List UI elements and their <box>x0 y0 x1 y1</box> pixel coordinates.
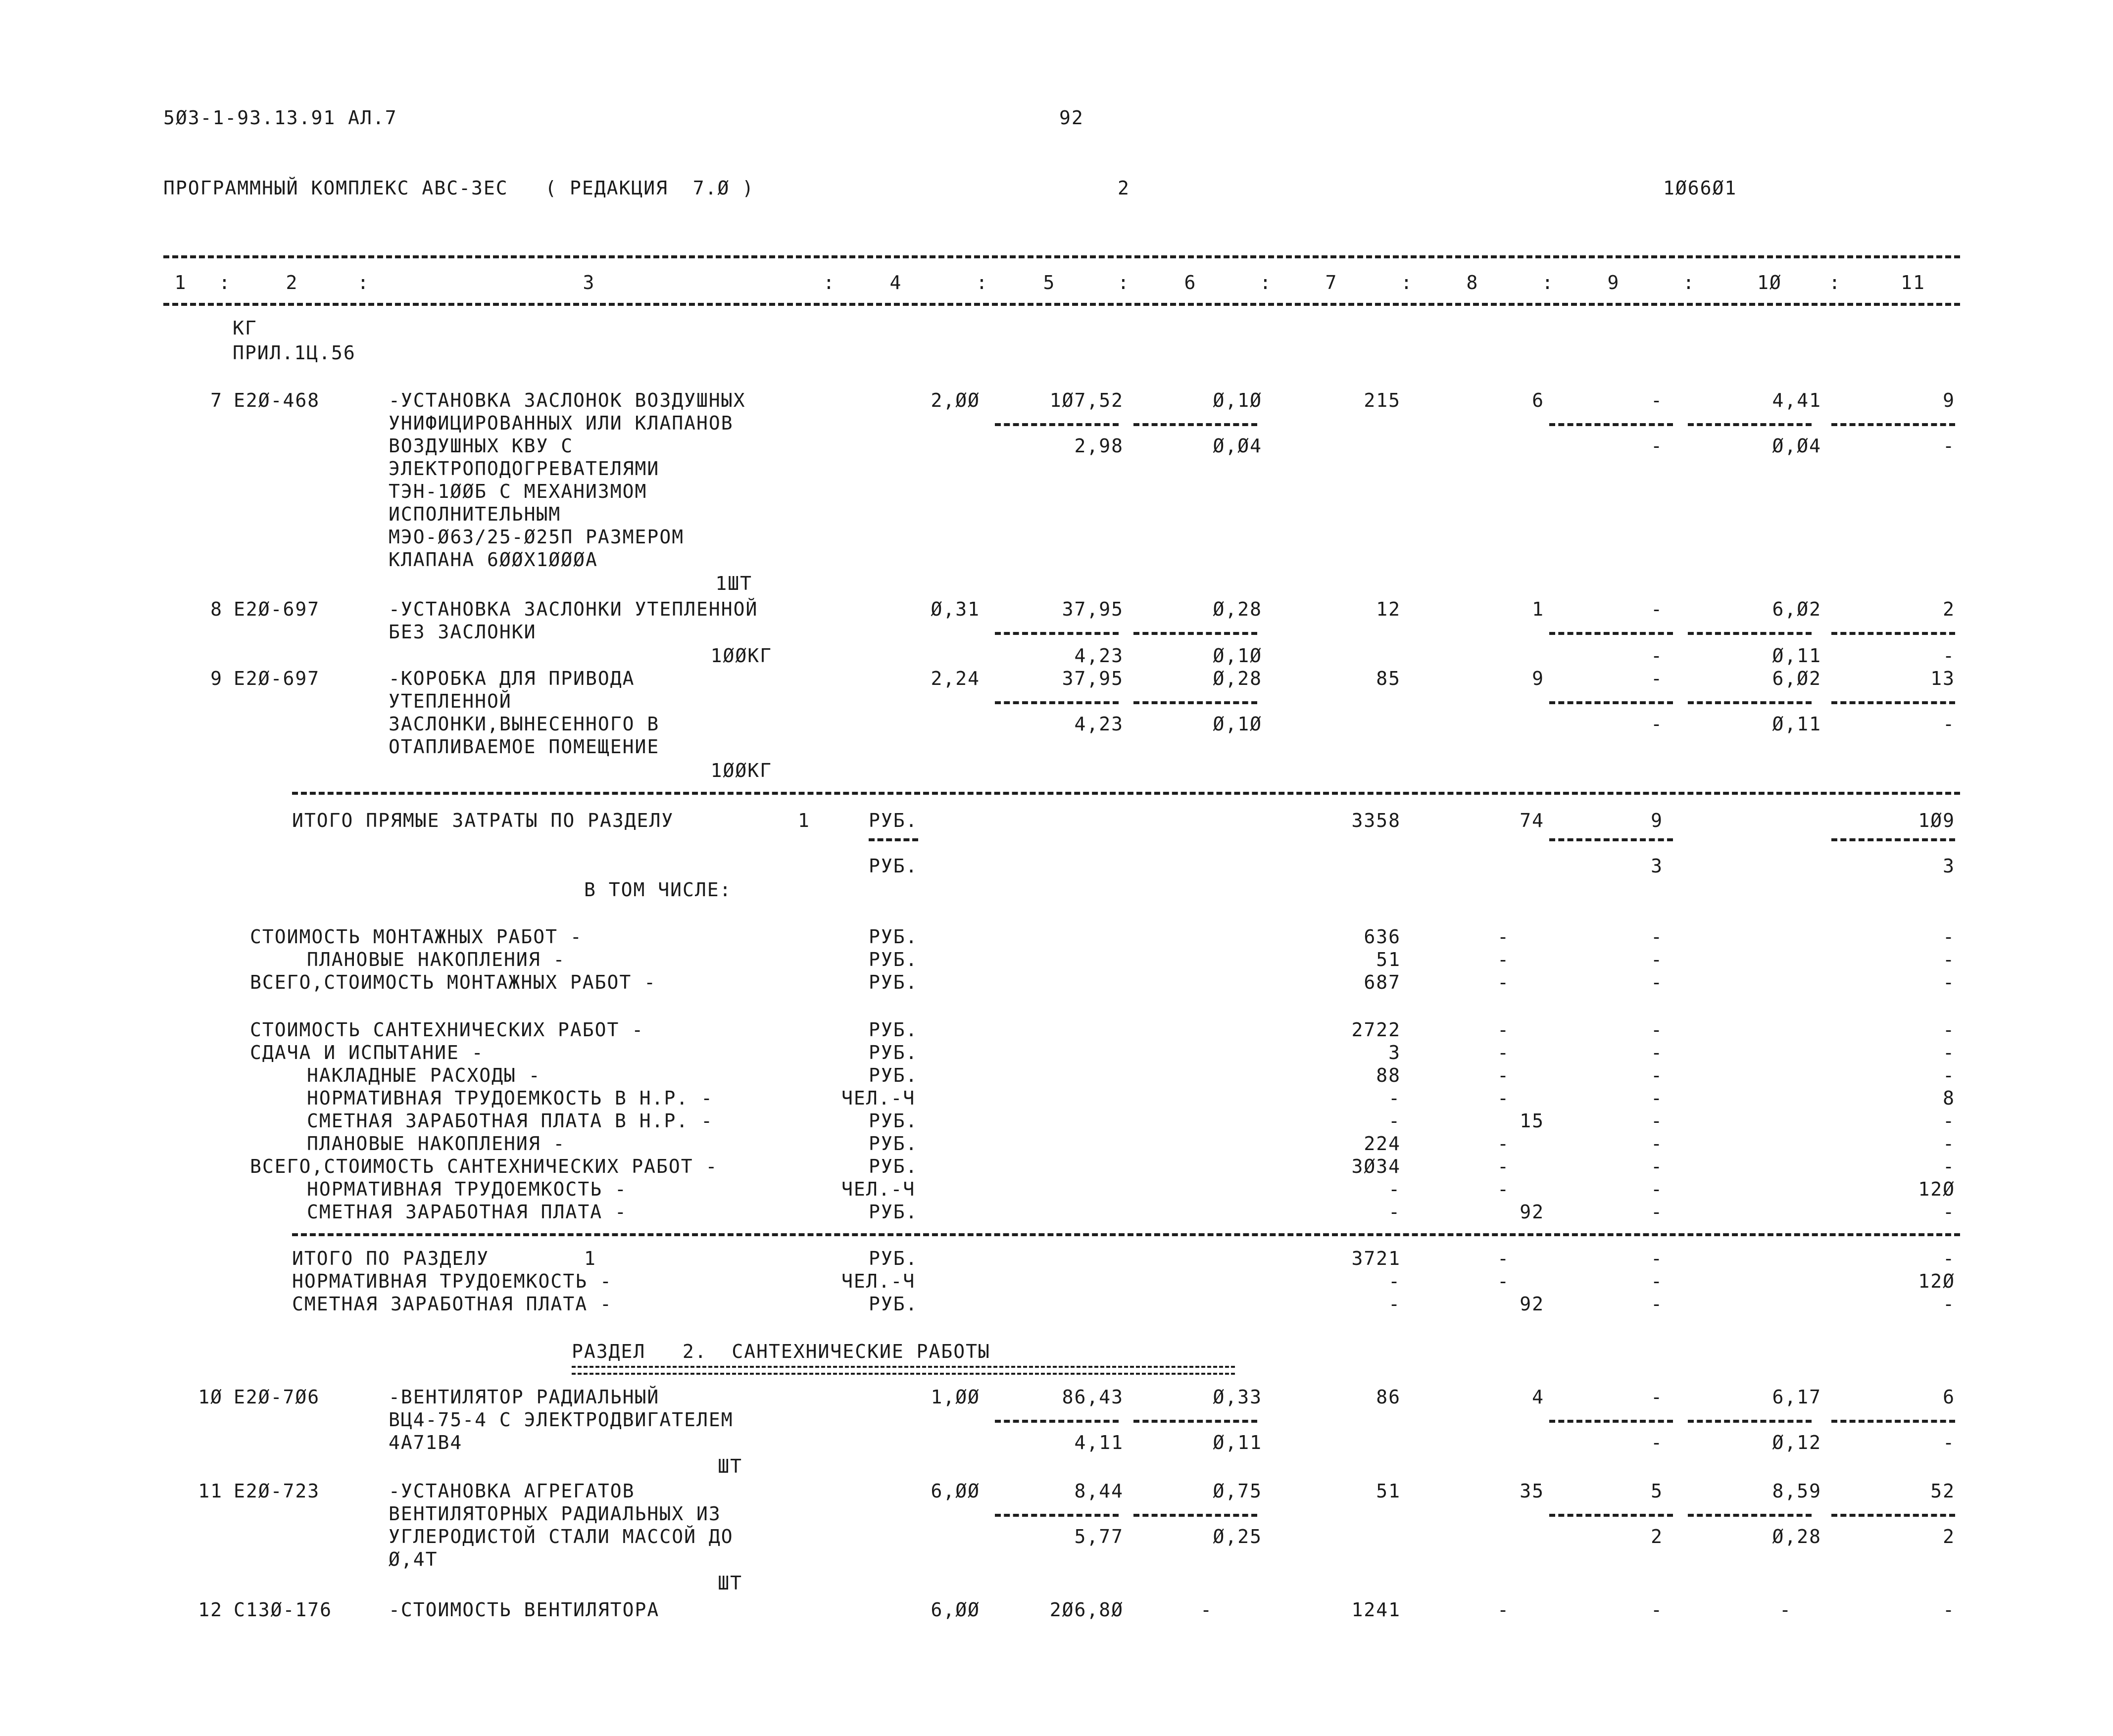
row-number: 11 <box>198 1480 223 1502</box>
totals-label: СМЕТНАЯ ЗАРАБОТНАЯ ПЛАТА - <box>292 1293 612 1315</box>
totals-section-number: 1 <box>584 1248 596 1269</box>
header-rule-top <box>163 255 1960 258</box>
cell-col-10-sub: Ø,12 <box>1772 1432 1821 1453</box>
summary-unit: РУБ. <box>869 1156 918 1177</box>
cell-col-6-sub: Ø,11 <box>1213 1432 1262 1453</box>
summary-col-9: - <box>1651 1201 1663 1223</box>
summary-col-9: - <box>1651 1133 1663 1155</box>
summary-col-9: - <box>1651 1064 1663 1086</box>
cell-col-11: 6 <box>1943 1386 1955 1408</box>
cell-col-9: 5 <box>1651 1480 1663 1502</box>
description-line: -КОРОБКА ДЛЯ ПРИВОДА <box>389 668 635 689</box>
cell-unit-price-sub: 2,98 <box>1074 435 1124 457</box>
cell-col-11-sub: - <box>1943 645 1955 667</box>
section-2-double-rule <box>572 1366 1235 1375</box>
cell-col-10: 6,17 <box>1772 1386 1821 1408</box>
totals-unit: ЧЕЛ.-Ч <box>841 1270 916 1292</box>
cell-col-10-sub: Ø,28 <box>1772 1526 1821 1547</box>
totals-col-8: - <box>1497 1270 1510 1292</box>
column-header-9: 9 <box>1607 272 1620 293</box>
section-total-col-8: 74 <box>1520 810 1544 831</box>
rate-code: Е2Ø-468 <box>234 389 320 411</box>
description-line: УНИФИЦИРОВАННЫХ ИЛИ КЛАПАНОВ <box>389 412 734 434</box>
summary-col-11: - <box>1943 1110 1955 1132</box>
cell-col-11: 13 <box>1930 668 1955 689</box>
summary-col-7: 636 <box>1364 926 1401 948</box>
summary-col-9: - <box>1651 1019 1663 1041</box>
row-number: 1Ø <box>198 1386 223 1408</box>
column-header-7: 7 <box>1325 272 1338 293</box>
description-line: ТЭН-1ØØБ С МЕХАНИЗМОМ <box>389 481 647 502</box>
summary-col-9: - <box>1651 1178 1663 1200</box>
cell-unit-price-sub: 5,77 <box>1074 1526 1124 1547</box>
rate-code: Е2Ø-723 <box>234 1480 320 1502</box>
totals-col-7: - <box>1388 1293 1401 1315</box>
summary-col-11: 12Ø <box>1918 1178 1955 1200</box>
summary-label: НОРМАТИВНАЯ ТРУДОЕМКОСТЬ В Н.Р. - <box>307 1087 713 1109</box>
header-rule-bottom <box>163 303 1960 306</box>
summary-label: ВСЕГО,СТОИМОСТЬ МОНТАЖНЫХ РАБОТ - <box>250 971 656 993</box>
cell-col-11: - <box>1943 1599 1955 1621</box>
cell-col-9-sub: - <box>1651 1432 1663 1453</box>
cell-col-8: 1 <box>1532 598 1544 620</box>
estimate-code: 1Ø66Ø1 <box>1663 177 1737 199</box>
summary-col-8: - <box>1497 1156 1510 1177</box>
description-line: УГЛЕРОДИСТОЙ СТАЛИ МАССОЙ ДО <box>389 1526 734 1547</box>
row-number: 7 <box>210 389 223 411</box>
cell-unit-price: 86,43 <box>1062 1386 1124 1408</box>
summary-unit: РУБ. <box>869 1042 918 1063</box>
cell-total: 215 <box>1364 389 1401 411</box>
cell-unit-price-sub: 4,23 <box>1074 645 1124 667</box>
summary-col-11: - <box>1943 1019 1955 1041</box>
cell-total: 12 <box>1376 598 1401 620</box>
cell-col-8: 9 <box>1532 668 1544 689</box>
cell-col-6-sub: Ø,1Ø <box>1213 713 1262 735</box>
cell-quantity: 2,24 <box>931 668 980 689</box>
summary-unit: РУБ. <box>869 971 918 993</box>
including-label: В ТОМ ЧИСЛЕ: <box>584 879 732 901</box>
summary-col-7: 51 <box>1376 949 1401 970</box>
totals-col-9: - <box>1651 1270 1663 1292</box>
cell-col-6-sub: Ø,25 <box>1213 1526 1262 1547</box>
cell-col-6: Ø,75 <box>1213 1480 1262 1502</box>
unit-of-measure: 1ШТ <box>715 573 752 594</box>
summary-col-9: - <box>1651 926 1663 948</box>
rate-code: Е2Ø-697 <box>234 598 320 620</box>
cell-col-11: 52 <box>1930 1480 1955 1502</box>
summary-col-11: - <box>1943 1156 1955 1177</box>
unit-of-measure: ШТ <box>718 1455 742 1477</box>
summary-col-8: - <box>1497 1064 1510 1086</box>
summary-col-9: - <box>1651 1110 1663 1132</box>
summary-col-7: - <box>1388 1178 1401 1200</box>
cell-quantity: 6,ØØ <box>931 1599 980 1621</box>
totals-col-8: 92 <box>1520 1293 1544 1315</box>
summary-col-8: - <box>1497 1087 1510 1109</box>
totals-unit: РУБ. <box>869 1293 918 1315</box>
unit-of-measure: 1ØØКГ <box>710 645 772 667</box>
summary-label: СДАЧА И ИСПЫТАНИЕ - <box>250 1042 484 1063</box>
summary-col-11: - <box>1943 1042 1955 1063</box>
cell-col-6: Ø,28 <box>1213 598 1262 620</box>
totals-label: ИТОГО ПО РАЗДЕЛУ <box>292 1248 490 1269</box>
cell-unit-price: 1Ø7,52 <box>1049 389 1124 411</box>
cell-col-8: - <box>1497 1599 1510 1621</box>
summary-col-8: 15 <box>1520 1110 1544 1132</box>
summary-label: НОРМАТИВНАЯ ТРУДОЕМКОСТЬ - <box>307 1178 627 1200</box>
section-2-title: РАЗДЕЛ 2. САНТЕХНИЧЕСКИЕ РАБОТЫ <box>572 1341 990 1362</box>
totals-col-11: - <box>1943 1248 1955 1269</box>
cell-unit-price-sub: 4,23 <box>1074 713 1124 735</box>
description-line: УТЕПЛЕННОЙ <box>389 690 512 712</box>
summary-label: СМЕТНАЯ ЗАРАБОТНАЯ ПЛАТА - <box>307 1201 627 1223</box>
rate-code: Е2Ø-7Ø6 <box>234 1386 320 1408</box>
summary-unit: РУБ. <box>869 1110 918 1132</box>
estimate-page: 5Ø3-1-93.13.91 АЛ.7 92 ПРОГРАММНЫЙ КОМПЛЕКС АВС-3ЕС ( РЕДАКЦИЯ 7.Ø ) 2 1Ø66Ø1 1 2 3 4 5 6 7 8 9 1Ø 11 : : : : : : : : : : КГ ПРИЛ.1Ц.56 7 Е2Ø-468 -УСТАНОВКА ЗАСЛОНОК ВОЗДУШНЫХ УНИФИЦИРОВАННЫХ ИЛИ КЛАПАНОВ ВОЗДУШНЫХ КВУ С ЭЛЕКТРОПОДОГРЕВАТЕЛЯМИ ТЭН-1ØØБ С МЕХАНИЗМОМ ИСПОЛНИТЕЛЬНЫМ МЭО-Ø63/25-Ø25П РАЗМЕРОМ КЛАПАНА 6ØØХ1ØØØА 1ШТ 2,ØØ 1Ø7,52 Ø,1Ø 215 6 - 4,41 9 2,98 Ø,Ø4 - Ø,Ø4 - 8 Е2Ø-697 -УСТАНОВКА ЗАСЛОНКИ УТЕПЛЕННОЙ БЕЗ ЗАСЛОНКИ 1ØØКГ Ø,31 37,95 Ø,28 12 1 - 6,Ø2 2 4,23 Ø,1Ø - Ø,11 - 9 Е2Ø-697 -КОРОБКА ДЛЯ ПРИВОДА УТЕПЛЕННОЙ ЗАСЛОНКИ,ВЫНЕСЕННОГО В ОТАПЛИВАЕМОЕ ПОМЕЩЕНИЕ 1ØØКГ 2,24 37,95 Ø,28 85 9 - 6,Ø2 13 4,23 Ø,1Ø - Ø,11 - ИТОГО ПРЯМЫЕ ЗАТРАТЫ ПО РАЗДЕЛУ 1 РУБ. 3358 74 9 1Ø9 РУБ. 3 3 В ТОМ ЧИСЛЕ: СТОИМОСТЬ МОНТАЖНЫХ РАБОТ - РУБ. 636 - - - ПЛАНОВЫЕ НАКОПЛЕНИЯ - РУБ. 51 - - - ВСЕГО,СТОИМОСТЬ МОНТАЖНЫХ РАБОТ - РУБ. 687 - - - СТОИМОСТЬ САНТЕХНИЧЕСКИХ РАБОТ - РУБ. 2722 - - - СДАЧА И ИСПЫТАНИЕ - РУБ. 3 - - - НАКЛАДНЫЕ РАСХОДЫ - РУБ. 88 - - - НОРМАТИВНАЯ ТРУДОЕМКОСТЬ В Н.Р. - ЧЕЛ.-Ч - - - 8 СМЕТНАЯ ЗАРАБОТНАЯ ПЛАТА В Н.Р. - РУБ. - 15 - - ПЛАНОВЫЕ НАКОПЛЕНИЯ - РУБ. 224 - - - ВСЕГО,СТОИМОСТЬ САНТЕХНИЧЕСКИХ РАБОТ - РУБ. 3Ø34 - - - НОРМАТИВНАЯ ТРУДОЕМКОСТЬ - ЧЕЛ.-Ч - - - 12Ø СМЕТНАЯ ЗАРАБОТНАЯ ПЛАТА - РУБ. - 92 - - ИТОГО ПО РАЗДЕЛУ 1 РУБ. 3721 - - - НОРМАТИВНАЯ ТРУДОЕМКОСТЬ - ЧЕЛ.-Ч - - - 12Ø СМЕТНАЯ ЗАРАБОТНАЯ ПЛАТА - РУБ. - 92 - - РАЗДЕЛ 2. САНТЕХНИЧЕСКИЕ РАБОТЫ 1Ø Е2Ø-7Ø6 -ВЕНТИЛЯТОР РАДИАЛЬНЫЙ ВЦ4-75-4 С ЭЛЕКТРОДВИГАТЕЛЕМ 4А71В4 ШТ 1,ØØ 86,43 Ø,33 86 4 - 6,17 6 4,11 Ø,11 - Ø,12 - 11 Е2Ø-723 -УСТАНОВКА АГРЕГАТОВ ВЕНТИЛЯТОРНЫХ РАДИАЛЬНЫХ ИЗ УГЛЕРОДИСТОЙ СТАЛИ МАССОЙ ДО Ø,4Т ШТ 6,ØØ 8,44 Ø,75 51 35 5 8,59 52 5,77 Ø,25 2 Ø,28 2 12 С13Ø-176 -СТОИМОСТЬ ВЕНТИЛЯТОРА 6,ØØ 2Ø6,8Ø - 1241 - - - - <box>0 0 2113 1736</box>
summary-col-7: 224 <box>1364 1133 1401 1155</box>
cell-col-10: - <box>1779 1599 1792 1621</box>
description-line: Ø,4Т <box>389 1548 438 1570</box>
cell-col-9-sub: - <box>1651 713 1663 735</box>
cell-col-10: 4,41 <box>1772 389 1821 411</box>
description-line: -ВЕНТИЛЯТОР РАДИАЛЬНЫЙ <box>389 1386 660 1408</box>
summary-label: СТОИМОСТЬ САНТЕХНИЧЕСКИХ РАБОТ - <box>250 1019 644 1041</box>
page-number: 92 <box>1059 107 1084 129</box>
summary-col-7: - <box>1388 1110 1401 1132</box>
cell-col-10-sub: Ø,11 <box>1772 645 1821 667</box>
summary-col-8: - <box>1497 926 1510 948</box>
pre-note-line-1: КГ <box>233 317 257 339</box>
summary-col-7: - <box>1388 1201 1401 1223</box>
summary-col-9: - <box>1651 1087 1663 1109</box>
summary-unit: РУБ. <box>869 949 918 970</box>
summary-col-7: 687 <box>1364 971 1401 993</box>
column-header-8: 8 <box>1466 272 1479 293</box>
description-line: ВЦ4-75-4 С ЭЛЕКТРОДВИГАТЕЛЕМ <box>389 1409 734 1431</box>
unit-of-measure: 1ØØКГ <box>710 760 772 781</box>
cell-col-11-sub: 2 <box>1943 1526 1955 1547</box>
column-header-3: 3 <box>583 272 595 293</box>
cell-col-11: 9 <box>1943 389 1955 411</box>
cell-col-6: Ø,1Ø <box>1213 389 1262 411</box>
totals-col-11: - <box>1943 1293 1955 1315</box>
summary-col-7: - <box>1388 1087 1401 1109</box>
cell-total: 51 <box>1376 1480 1401 1502</box>
description-line: -СТОИМОСТЬ ВЕНТИЛЯТОРА <box>389 1599 660 1621</box>
description-line: БЕЗ ЗАСЛОНКИ <box>389 621 537 643</box>
section-total-unit-sub: РУБ. <box>869 855 918 877</box>
cell-col-11-sub: - <box>1943 713 1955 735</box>
summary-col-7: 88 <box>1376 1064 1401 1086</box>
row-number: 9 <box>210 668 223 689</box>
description-line: ИСПОЛНИТЕЛЬНЫМ <box>389 503 561 525</box>
section-total-col-9: 9 <box>1651 810 1663 831</box>
cell-col-9: - <box>1651 1599 1663 1621</box>
summary-col-9: - <box>1651 1042 1663 1063</box>
rate-code: Е2Ø-697 <box>234 668 320 689</box>
summary-unit: РУБ. <box>869 1064 918 1086</box>
summary-col-7: 3Ø34 <box>1351 1156 1401 1177</box>
cell-col-8: 6 <box>1532 389 1544 411</box>
cell-col-11: 2 <box>1943 598 1955 620</box>
cell-quantity: 1,ØØ <box>931 1386 980 1408</box>
summary-col-9: - <box>1651 971 1663 993</box>
cell-unit-price-sub: 4,11 <box>1074 1432 1124 1453</box>
summary-unit: ЧЕЛ.-Ч <box>841 1087 916 1109</box>
summary-label: СМЕТНАЯ ЗАРАБОТНАЯ ПЛАТА В Н.Р. - <box>307 1110 713 1132</box>
totals-col-11: 12Ø <box>1918 1270 1955 1292</box>
section-total-col-11: 1Ø9 <box>1918 810 1955 831</box>
section-total-col-7: 3358 <box>1351 810 1401 831</box>
cell-unit-price: 2Ø6,8Ø <box>1049 1599 1124 1621</box>
column-header-2: 2 <box>286 272 298 293</box>
summary-col-7: 2722 <box>1351 1019 1401 1041</box>
totals-col-9: - <box>1651 1248 1663 1269</box>
cell-col-9: - <box>1651 668 1663 689</box>
section-total-col-9-sub: 3 <box>1651 855 1663 877</box>
column-header-11: 11 <box>1901 272 1925 293</box>
summary-label: ВСЕГО,СТОИМОСТЬ САНТЕХНИЧЕСКИХ РАБОТ - <box>250 1156 718 1177</box>
cell-unit-price: 37,95 <box>1062 598 1124 620</box>
summary-label: НАКЛАДНЫЕ РАСХОДЫ - <box>307 1064 541 1086</box>
summary-col-8: - <box>1497 949 1510 970</box>
cell-col-10-sub: Ø,11 <box>1772 713 1821 735</box>
cell-col-10: 6,Ø2 <box>1772 668 1821 689</box>
cell-col-9: - <box>1651 1386 1663 1408</box>
pre-note-line-2: ПРИЛ.1Ц.56 <box>233 342 356 364</box>
summary-col-11: - <box>1943 926 1955 948</box>
cell-col-10: 8,59 <box>1772 1480 1821 1502</box>
summary-col-8: - <box>1497 1178 1510 1200</box>
totals-rule <box>292 1233 1960 1236</box>
cell-col-11-sub: - <box>1943 1432 1955 1453</box>
summary-col-8: - <box>1497 971 1510 993</box>
cell-col-8: 35 <box>1520 1480 1544 1502</box>
summary-label: ПЛАНОВЫЕ НАКОПЛЕНИЯ - <box>307 949 566 970</box>
section-total-number: 1 <box>798 810 810 831</box>
cell-col-6: - <box>1200 1599 1213 1621</box>
summary-unit: РУБ. <box>869 1133 918 1155</box>
summary-col-7: 3 <box>1388 1042 1401 1063</box>
summary-unit: ЧЕЛ.-Ч <box>841 1178 916 1200</box>
cell-total: 1241 <box>1351 1599 1401 1621</box>
cell-col-9: - <box>1651 389 1663 411</box>
cell-col-9-sub: 2 <box>1651 1526 1663 1547</box>
summary-unit: РУБ. <box>869 1201 918 1223</box>
description-line: -УСТАНОВКА АГРЕГАТОВ <box>389 1480 635 1502</box>
unit-of-measure: ШТ <box>718 1572 742 1594</box>
summary-col-11: 8 <box>1943 1087 1955 1109</box>
row-number: 8 <box>210 598 223 620</box>
section-total-col-11-sub: 3 <box>1943 855 1955 877</box>
summary-col-8: - <box>1497 1019 1510 1041</box>
column-header-5: 5 <box>1043 272 1056 293</box>
cell-total: 85 <box>1376 668 1401 689</box>
summary-col-8: 92 <box>1520 1201 1544 1223</box>
program-title: ПРОГРАММНЫЙ КОМПЛЕКС АВС-3ЕС ( РЕДАКЦИЯ 7.Ø ) <box>163 177 755 199</box>
totals-label: НОРМАТИВНАЯ ТРУДОЕМКОСТЬ - <box>292 1270 612 1292</box>
summary-label: ПЛАНОВЫЕ НАКОПЛЕНИЯ - <box>307 1133 566 1155</box>
cell-col-6: Ø,33 <box>1213 1386 1262 1408</box>
column-header-6: 6 <box>1184 272 1197 293</box>
summary-col-11: - <box>1943 1133 1955 1155</box>
description-line: ОТАПЛИВАЕМОЕ ПОМЕЩЕНИЕ <box>389 736 660 758</box>
cell-total: 86 <box>1376 1386 1401 1408</box>
cell-quantity: 2,ØØ <box>931 389 980 411</box>
totals-col-9: - <box>1651 1293 1663 1315</box>
summary-col-11: - <box>1943 1201 1955 1223</box>
description-line: -УСТАНОВКА ЗАСЛОНКИ УТЕПЛЕННОЙ <box>389 598 758 620</box>
cell-quantity: Ø,31 <box>931 598 980 620</box>
sheet-number: 2 <box>1118 177 1130 199</box>
description-line: ЗАСЛОНКИ,ВЫНЕСЕННОГО В <box>389 713 660 735</box>
column-header-10: 1Ø <box>1757 272 1782 293</box>
cell-col-10: 6,Ø2 <box>1772 598 1821 620</box>
description-line: -УСТАНОВКА ЗАСЛОНОК ВОЗДУШНЫХ <box>389 389 746 411</box>
cell-col-11-sub: - <box>1943 435 1955 457</box>
section-total-unit: РУБ. <box>869 810 918 831</box>
description-line: ВЕНТИЛЯТОРНЫХ РАДИАЛЬНЫХ ИЗ <box>389 1503 721 1525</box>
description-line: 4А71В4 <box>389 1432 463 1453</box>
rate-code: С13Ø-176 <box>234 1599 333 1621</box>
totals-col-8: - <box>1497 1248 1510 1269</box>
column-header-1: 1 <box>174 272 187 293</box>
summary-col-9: - <box>1651 949 1663 970</box>
cell-unit-price: 37,95 <box>1062 668 1124 689</box>
cell-quantity: 6,ØØ <box>931 1480 980 1502</box>
column-header-4: 4 <box>889 272 902 293</box>
description-line: КЛАПАНА 6ØØХ1ØØØА <box>389 549 598 571</box>
summary-unit: РУБ. <box>869 926 918 948</box>
totals-col-7: 3721 <box>1351 1248 1401 1269</box>
document-code: 5Ø3-1-93.13.91 АЛ.7 <box>163 107 397 129</box>
cell-col-6-sub: Ø,Ø4 <box>1213 435 1262 457</box>
summary-col-8: - <box>1497 1042 1510 1063</box>
row-number: 12 <box>198 1599 223 1621</box>
section-total-label: ИТОГО ПРЯМЫЕ ЗАТРАТЫ ПО РАЗДЕЛУ <box>292 810 674 831</box>
section-rule <box>292 792 1960 795</box>
summary-label: СТОИМОСТЬ МОНТАЖНЫХ РАБОТ - <box>250 926 583 948</box>
description-line: ЭЛЕКТРОПОДОГРЕВАТЕЛЯМИ <box>389 458 660 480</box>
totals-unit: РУБ. <box>869 1248 918 1269</box>
description-line: МЭО-Ø63/25-Ø25П РАЗМЕРОМ <box>389 526 685 548</box>
cell-col-10-sub: Ø,Ø4 <box>1772 435 1821 457</box>
totals-col-7: - <box>1388 1270 1401 1292</box>
summary-col-11: - <box>1943 949 1955 970</box>
cell-col-6: Ø,28 <box>1213 668 1262 689</box>
cell-col-6-sub: Ø,1Ø <box>1213 645 1262 667</box>
summary-col-9: - <box>1651 1156 1663 1177</box>
cell-col-9-sub: - <box>1651 435 1663 457</box>
cell-col-9: - <box>1651 598 1663 620</box>
summary-col-11: - <box>1943 971 1955 993</box>
summary-col-8: - <box>1497 1133 1510 1155</box>
summary-unit: РУБ. <box>869 1019 918 1041</box>
summary-col-11: - <box>1943 1064 1955 1086</box>
description-line: ВОЗДУШНЫХ КВУ С <box>389 435 574 457</box>
cell-col-8: 4 <box>1532 1386 1544 1408</box>
cell-unit-price: 8,44 <box>1074 1480 1124 1502</box>
cell-col-9-sub: - <box>1651 645 1663 667</box>
